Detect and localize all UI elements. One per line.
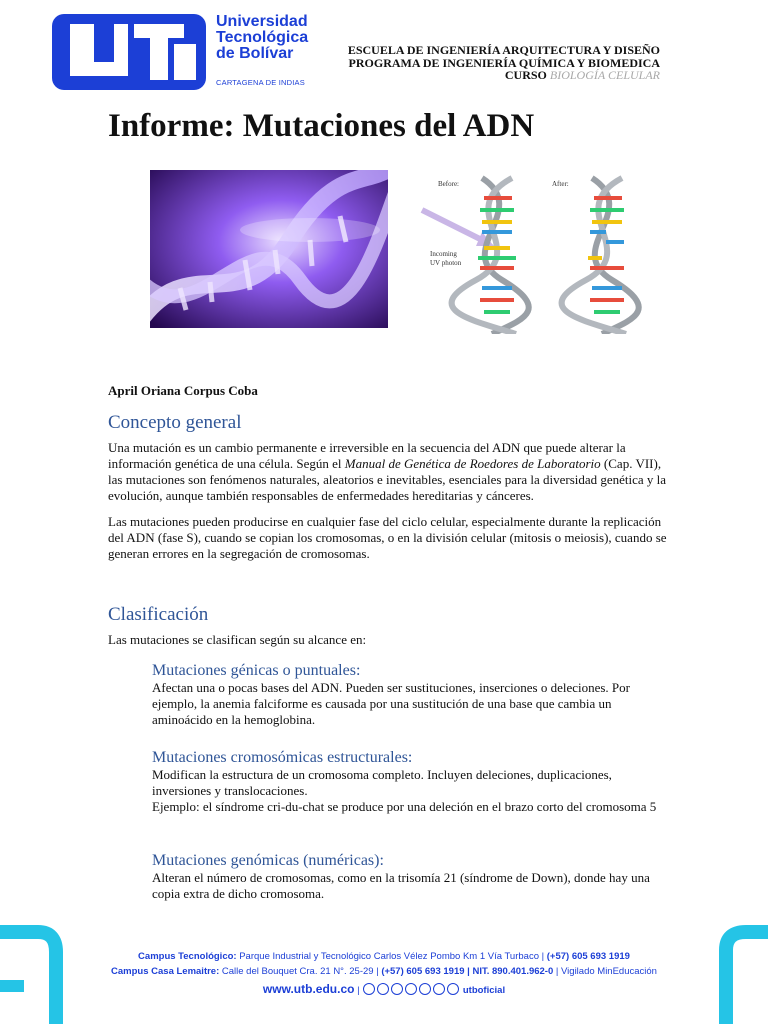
structural-example: Ejemplo: el síndrome cri-du-chat se produce por una deleción en el brazo corto del cromosoma 5: [152, 799, 657, 814]
footer-campus-1: Campus Tecnológico: Parque Industrial y Tecnológico Carlos Vélez Pombo Km 1 Vía Turbaco | (+57) 605 693 1919: [138, 951, 630, 962]
mutation-type-genic: [152, 662, 664, 728]
program-line: PROGRAMA DE INGENIERÍA QUÍMICA Y BIOMEDICA: [348, 55, 660, 70]
course-line: CURSO BIOLOGÍA CELULAR: [504, 68, 660, 82]
section-heading-clasificacion: Clasificación: [108, 604, 209, 625]
subheading-structural: Mutaciones cromosómicas estructurales:: [152, 749, 413, 766]
university-city: CARTAGENA DE INDIAS: [216, 78, 305, 87]
school-line: ESCUELA DE INGENIERÍA ARQUITECTURA Y DISEÑO: [347, 43, 660, 57]
social-handle: utboficial: [462, 985, 506, 996]
university-name: Universidad Tecnológica de Bolívar: [216, 13, 309, 62]
subheading-genic: Mutaciones génicas o puntuales:: [152, 662, 361, 679]
genic-text: Afectan una o pocas bases del ADN. Pueden ser sustituciones, inserciones o deleciones. Por ejemplo, la anemia falciforme es causada por una sustitución de una base que cambia un aminoácido en la hemoglobina.: [152, 680, 630, 727]
uv-label-1: Incoming: [430, 250, 457, 258]
before-label: Before:: [438, 180, 459, 188]
classification-intro: Las mutaciones se clasifican según su alcance en:: [108, 632, 367, 647]
linkedin-icon[interactable]: [377, 983, 389, 995]
instagram-icon[interactable]: [419, 983, 431, 995]
mutation-type-genomic: [152, 852, 664, 902]
threads-icon[interactable]: [363, 983, 375, 995]
youtube-icon[interactable]: [447, 983, 459, 995]
footer-web: www.utb.edu.co | utboficial: [262, 982, 506, 996]
paragraph-1: Una mutación es un cambio permanente e irreversible en la secuencia del ADN que puede alterar la información genética de una célula. Según el Manual de Genética de Roedores de Laboratorio (Cap. VII), las mutaciones son fenómenos naturales, aleatorios e inevitables, esenciales para la diversidad genética y la evolución, aunque también responsables de enfermedades hereditarias y cánceres.: [108, 440, 667, 503]
after-label: After:: [552, 180, 569, 188]
x-icon[interactable]: [391, 983, 403, 995]
uv-label-2: UV photon: [430, 259, 462, 267]
website-link[interactable]: www.utb.edu.co: [262, 982, 355, 996]
facebook-icon[interactable]: [405, 983, 417, 995]
footer-campus-2: Campus Casa Lemaitre: Calle del Bouquet Cra. 21 N°. 25-29 | (+57) 605 693 1919 | NIT. 890.401.962-0 | Vigilado MinEducación: [111, 966, 657, 977]
section-concepto: [108, 412, 668, 562]
mutation-type-structural: [152, 749, 664, 815]
structural-text: Modifican la estructura de un cromosoma completo. Incluyen deleciones, duplicaciones, inversiones y translocaciones.: [152, 767, 612, 798]
section-clasificacion: [108, 604, 668, 648]
course-name: BIOLOGÍA CELULAR: [549, 68, 660, 82]
dna-helix-image: [150, 170, 388, 328]
document-title: Informe: Mutaciones del ADN: [108, 108, 535, 144]
dna-mutation-diagram: [412, 170, 666, 334]
subheading-genomic: Mutaciones genómicas (numéricas):: [152, 852, 384, 869]
tiktok-icon[interactable]: [433, 983, 445, 995]
genomic-text: Alteran el número de cromosomas, como en la trisomía 21 (síndrome de Down), donde hay una copia extra de dicho cromosoma.: [152, 870, 650, 901]
school-info: [348, 44, 660, 82]
author-name: April Oriana Corpus Coba: [108, 383, 258, 398]
paragraph-2: Las mutaciones pueden producirse en cualquier fase del ciclo celular, especialmente durante la replicación del ADN (fase S), cuando se copian los cromosomas, o en la división celular (mitosis o meiosis), cuando se generan errores en la segregación de cromosomas.: [108, 514, 667, 561]
section-heading-concepto: Concepto general: [108, 412, 242, 433]
